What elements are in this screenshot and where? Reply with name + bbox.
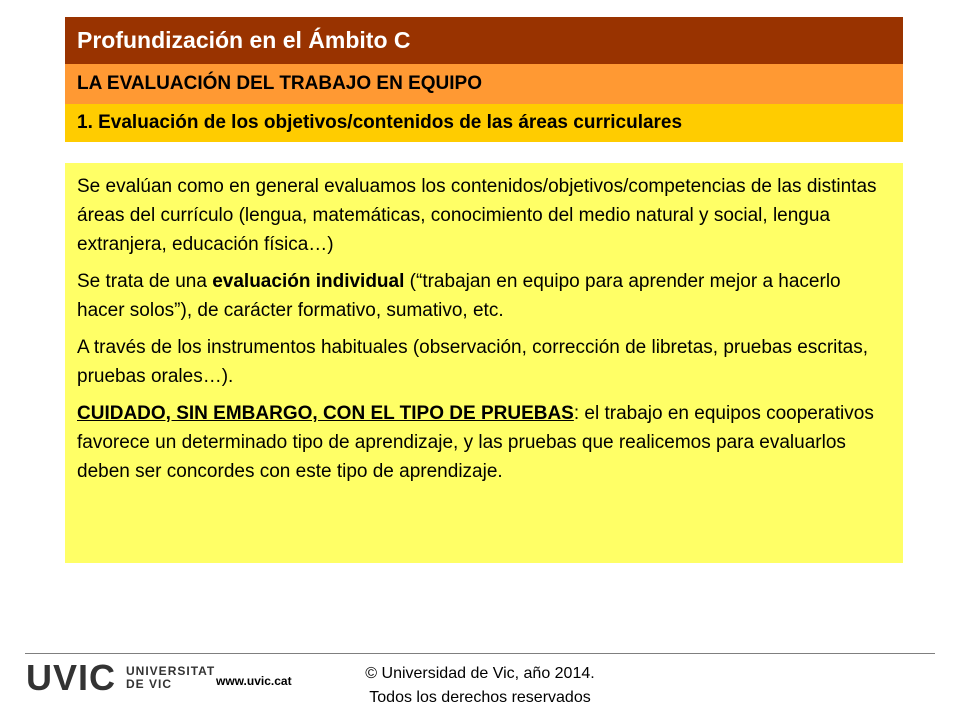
paragraph-2-bold: evaluación individual [212,271,405,292]
logo-line-2: DE VIC [126,677,173,691]
copyright-line-1: © Universidad de Vic, año 2014. [365,665,595,682]
slide-title: Profundización en el Ámbito C [77,27,411,53]
subsection-title: 1. Evaluación de los objetivos/contenidos de las áreas curriculares [77,112,683,133]
content-box [65,163,903,563]
logo-subtitle [126,665,215,691]
paragraph-3: A través de los instrumentos habituales (observación, corrección de libretas, pruebas escritas, pruebas orales…). [77,337,869,387]
slide-title-band [65,17,903,64]
subsection-band [65,104,903,142]
footer-divider [25,653,935,654]
paragraph-1: Se evalúan como en general evaluamos los contenidos/objetivos/competencias de las distintas áreas del currículo (lengua, matemáticas, conocimiento del medio natural y social, lengua extranjera, educación física…) [77,176,877,255]
uvic-logo [26,657,216,698]
copyright-notice [330,662,630,710]
section-band [65,64,903,104]
logo-line-1: UNIVERSITAT [126,664,216,678]
paragraph-4 [77,399,889,486]
copyright-line-2: Todos los derechos reservados [369,689,591,706]
website-link[interactable]: www.uvic.cat [216,674,292,688]
paragraph-4-bold: CUIDADO, SIN EMBARGO, CON EL TIPO DE PRUEBAS [77,403,574,424]
paragraph-2-pre: Se trata de una [77,271,213,292]
logo-mark: UVIC [26,657,117,698]
paragraph-2-post: (“trabajan en equipo para aprender mejor a hacerlo hacer solos”), de carácter formativo, sumativo, etc. [77,271,841,321]
paragraph-2 [77,267,889,325]
paragraph-4-post: : el trabajo en equipos cooperativos favorece un determinado tipo de aprendizaje, y las pruebas que realicemos para evaluarlos deben ser concordes con este tipo de aprendizaje. [77,403,874,482]
section-title: LA EVALUACIÓN DEL TRABAJO EN EQUIPO [77,73,483,94]
